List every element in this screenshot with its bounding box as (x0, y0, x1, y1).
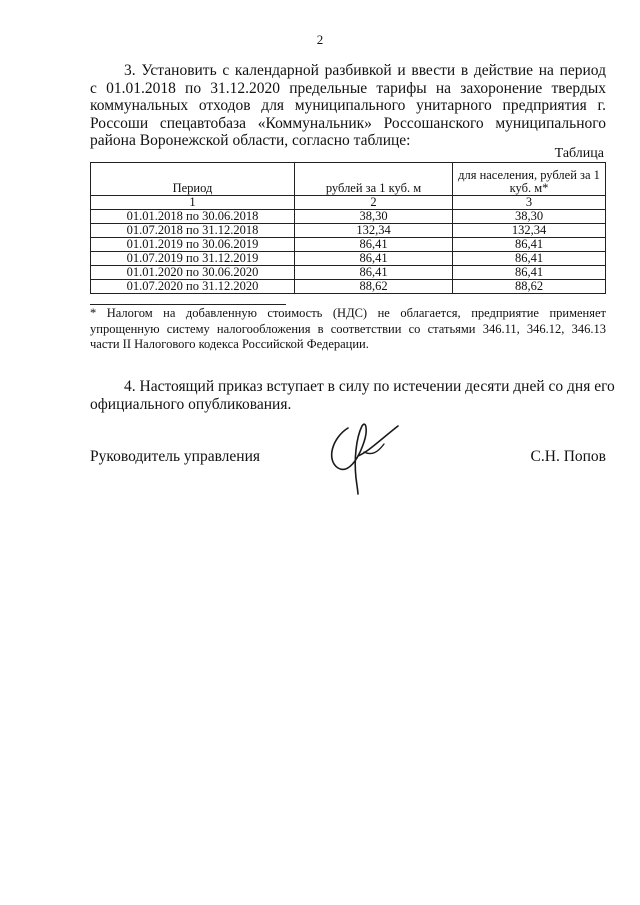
table-row (91, 210, 606, 224)
table-column-numbers (91, 196, 606, 210)
page-number: 2 (316, 32, 324, 47)
paragraph-3-line: с 01.01.2018 по 31.12.2020 предельные тарифы на захоронение твердых (90, 79, 606, 97)
table-header-rate: рублей за 1 куб. м (295, 163, 453, 196)
paragraph-3-line: 3. Установить с календарной разбивкой и ввести в действие на период (124, 62, 606, 79)
table-header-population-rate: для населения, рублей за 1 куб. м* (453, 163, 606, 196)
table-cell-population-rate: 38,30 (453, 210, 606, 224)
paragraph-3-line: Россоши спецавтобаза «Коммунальник» Россошанского муниципального (90, 114, 606, 132)
table-column-number: 2 (295, 196, 453, 210)
paragraph-3-line: коммунальных отходов для муниципального унитарного предприятия г. (90, 97, 606, 114)
table-cell-period: 01.07.2020 по 31.12.2020 (91, 280, 295, 294)
table-cell-rate: 88,62 (295, 280, 453, 294)
table-row (91, 280, 606, 294)
table-header-period: Период (91, 163, 295, 196)
table-cell-population-rate: 86,41 (453, 266, 606, 280)
table-row (91, 224, 606, 238)
footnote (90, 306, 606, 353)
tariff-table (90, 162, 606, 294)
table-cell-population-rate: 86,41 (453, 252, 606, 266)
table-cell-period: 01.01.2020 по 30.06.2020 (91, 266, 295, 280)
table-cell-population-rate: 88,62 (453, 280, 606, 294)
table-row (91, 252, 606, 266)
paragraph-4 (90, 378, 615, 413)
paragraph-4-line: 4. Настоящий приказ вступает в силу по истечении десяти дней со дня его (124, 378, 615, 395)
table-cell-rate: 86,41 (295, 252, 453, 266)
table-cell-period: 01.07.2019 по 31.12.2019 (91, 252, 295, 266)
signatory-title: Руководитель управления (90, 448, 261, 465)
table-cell-period: 01.07.2018 по 31.12.2018 (91, 224, 295, 238)
footnote-line: части II Налогового кодекса Российской Федерации. (90, 337, 369, 351)
signatory-name: С.Н. Попов (530, 448, 606, 465)
table-column-number: 3 (453, 196, 606, 210)
table-cell-rate: 38,30 (295, 210, 453, 224)
paragraph-3 (90, 62, 606, 150)
table-row (91, 238, 606, 252)
table-cell-rate: 86,41 (295, 266, 453, 280)
footnote-divider (90, 304, 286, 305)
table-caption: Таблица (554, 146, 604, 161)
table-cell-population-rate: 132,34 (453, 224, 606, 238)
table-cell-rate: 86,41 (295, 238, 453, 252)
footnote-line: * Налогом на добавленную стоимость (НДС) не облагается, предприятие применяет (90, 306, 606, 320)
table-cell-period: 01.01.2019 по 30.06.2019 (91, 238, 295, 252)
footnote-line: упрощенную систему налогообложения в соответствии со статьями 346.11, 346.12, 346.13 (90, 321, 606, 336)
table-cell-period: 01.01.2018 по 30.06.2018 (91, 210, 295, 224)
paragraph-4-line: официального опубликования. (90, 395, 292, 413)
handwritten-signature (318, 416, 404, 496)
table-column-number: 1 (91, 196, 295, 210)
table-cell-rate: 132,34 (295, 224, 453, 238)
table-row (91, 266, 606, 280)
paragraph-3-line: района Воронежской области, согласно таблице: (90, 132, 411, 149)
table-cell-population-rate: 86,41 (453, 238, 606, 252)
